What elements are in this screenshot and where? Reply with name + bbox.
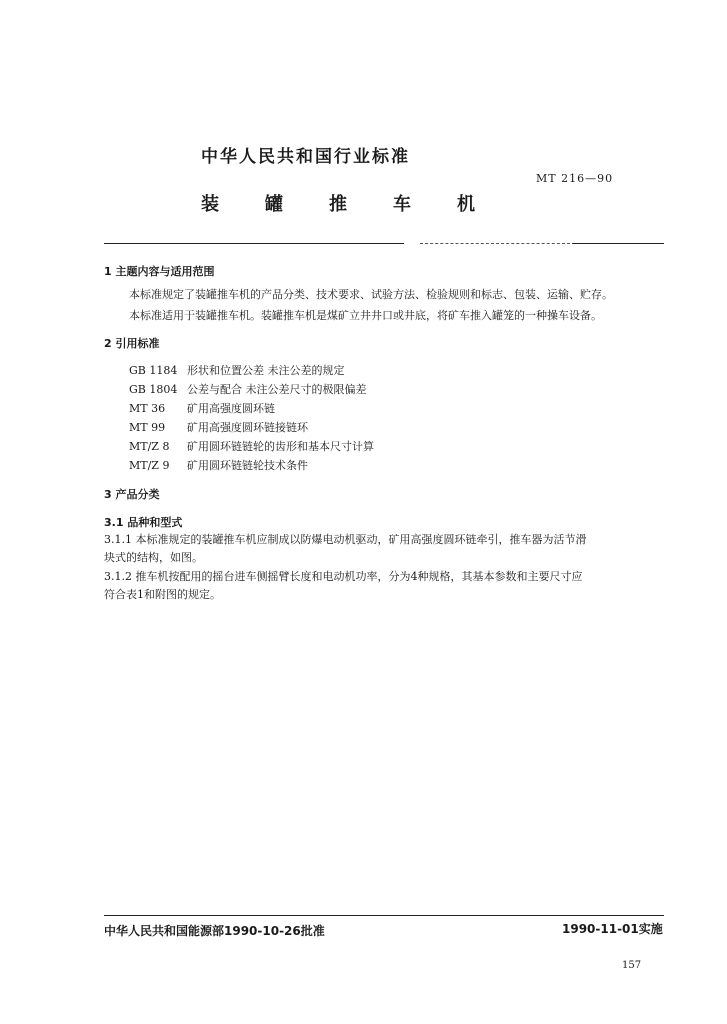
section-3-heading: 3 产品分类 [104, 488, 160, 501]
header-rule-middle [420, 243, 570, 244]
clause-3-1-2-line-2: 符合表1和附图的规定。 [104, 588, 221, 601]
header-rule-left [104, 243, 404, 244]
reference-item [129, 438, 374, 454]
reference-item [129, 400, 275, 416]
org-title: 中华人民共和国行业标准 [201, 147, 410, 167]
section-1-paragraph-1: 本标准规定了装罐推车机的产品分类、技术要求、试验方法、检验规则和标志、包装、运输、贮存。 [129, 288, 613, 301]
clause-3-1-1-line-1: 3.1.1 本标准规定的装罐推车机应制成以防爆电动机驱动，矿用高强度圆环链牵引，推车器为活节滑 [104, 533, 587, 546]
section-3-1-heading: 3.1 品种和型式 [104, 516, 183, 529]
approval-note: 中华人民共和国能源部1990-10-26批准 [104, 924, 325, 938]
document-title [201, 190, 521, 216]
title-char: 推 [329, 194, 347, 215]
clause-3-1-1-line-2: 块式的结构，如图。 [104, 551, 203, 564]
reference-title: 矿用圆环链链轮技术条件 [187, 459, 308, 472]
reference-item [129, 381, 367, 397]
title-char: 车 [393, 194, 411, 215]
reference-item [129, 419, 308, 435]
reference-title: 形状和位置公差 未注公差的规定 [187, 364, 345, 377]
footer-rule [104, 915, 664, 916]
title-char: 装 [201, 194, 219, 215]
reference-title: 矿用圆环链链轮的齿形和基本尺寸计算 [187, 440, 374, 453]
reference-title: 公差与配合 未注公差尺寸的极限偏差 [187, 383, 367, 396]
implementation-date: 1990-11-01实施 [562, 922, 663, 936]
page-number: 157 [622, 960, 642, 971]
reference-title: 矿用高强度圆环链接链环 [187, 421, 308, 434]
reference-code: MT 36 [129, 402, 166, 415]
title-char: 机 [457, 194, 475, 215]
title-char: 罐 [265, 194, 283, 215]
section-1-paragraph-2: 本标准适用于装罐推车机。装罐推车机是煤矿立井井口或井底，将矿车推入罐笼的一种操车设备。 [129, 309, 602, 322]
reference-code: MT 99 [129, 421, 166, 434]
header-rule-right [572, 243, 664, 244]
reference-title: 矿用高强度圆环链 [187, 402, 275, 415]
reference-item [129, 457, 308, 473]
standard-code: MT 216—90 [536, 172, 614, 185]
reference-code: MT/Z 9 [129, 459, 170, 472]
reference-code: GB 1804 [129, 383, 178, 396]
clause-3-1-2-line-1: 3.1.2 推车机按配用的摇台进车侧摇臂长度和电动机功率，分为4种规格，其基本参数和主要尺寸应 [104, 570, 583, 583]
reference-item [129, 362, 345, 378]
section-1-heading: 1 主题内容与适用范围 [104, 265, 215, 278]
section-2-heading: 2 引用标准 [104, 337, 160, 350]
reference-code: MT/Z 8 [129, 440, 170, 453]
reference-code: GB 1184 [129, 364, 178, 377]
